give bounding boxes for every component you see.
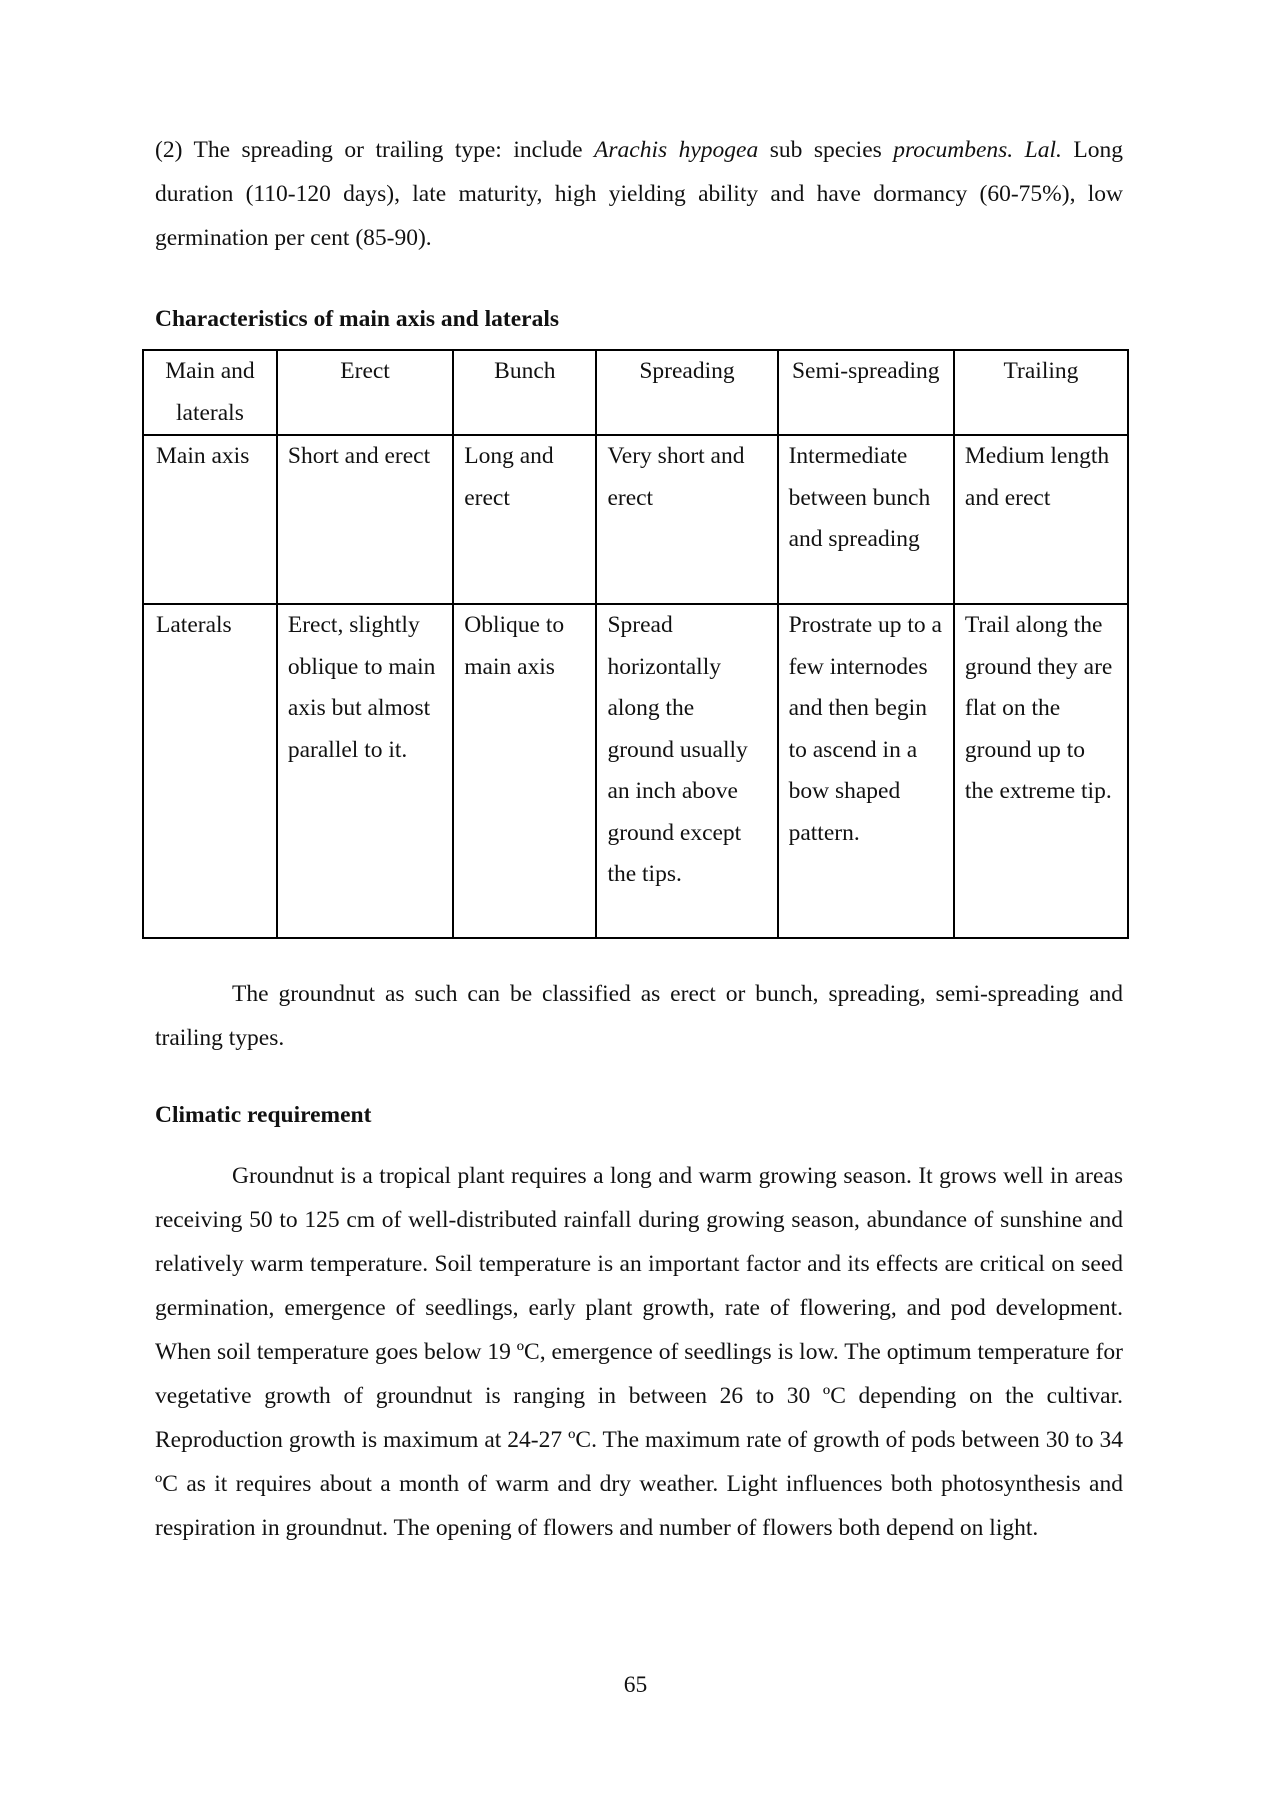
characteristics-table bbox=[142, 349, 1129, 939]
table-cell: Trail along the ground they are flat on the ground up to the extreme tip. bbox=[954, 604, 1128, 938]
table-header-cell: Spreading bbox=[596, 350, 777, 435]
page-number: 65 bbox=[623, 1672, 648, 1698]
table-cell: Spread horizontally along the ground usually an inch above ground except the tips. bbox=[596, 604, 777, 938]
table-cell: Oblique to main axis bbox=[453, 604, 596, 938]
table-cell: Very short and erect bbox=[596, 435, 777, 604]
table-cell: Short and erect bbox=[277, 435, 453, 604]
table-cell: Prostrate up to a few internodes and then begin to ascend in a bow shaped pattern. bbox=[778, 604, 954, 938]
table-header-row bbox=[143, 350, 1128, 435]
table-cell: Medium length and erect bbox=[954, 435, 1128, 604]
table-cell: Intermediate between bunch and spreading bbox=[778, 435, 954, 604]
table-cell: Erect, slightly oblique to main axis but almost parallel to it. bbox=[277, 604, 453, 938]
subspecies-name: procumbens. Lal. bbox=[893, 137, 1062, 163]
table-header-cell: Semi-spreading bbox=[778, 350, 954, 435]
table-row-label: Laterals bbox=[143, 604, 277, 938]
table-header-cell: Main and laterals bbox=[143, 350, 277, 435]
table-header-cell: Trailing bbox=[954, 350, 1128, 435]
table-title: Characteristics of main axis and laterals bbox=[155, 306, 560, 332]
table-cell: Long and erect bbox=[453, 435, 596, 604]
intro-paragraph bbox=[155, 128, 1123, 260]
species-name: Arachis hypogea bbox=[594, 137, 759, 163]
table-row bbox=[143, 604, 1128, 938]
intro-prefix: (2) The spreading or trailing type: include bbox=[155, 137, 595, 163]
climatic-heading: Climatic requirement bbox=[155, 1102, 372, 1128]
table-header-cell: Bunch bbox=[453, 350, 596, 435]
classification-paragraph: The groundnut as such can be classified as erect or bunch, spreading, semi-spreading and trailing types. bbox=[155, 981, 1123, 1051]
climatic-paragraph: Groundnut is a tropical plant requires a long and warm growing season. It grows well in areas receiving 50 to 125 cm of well-distributed rainfall during growing season, abundance of sunshine and relatively warm temperature. Soil temperature is an important factor and its effects are critical on seed germination, emergence of seedlings, early plant growth, rate of flowering, and pod development. When soil temperature goes below 19 ºC, emergence of seedlings is low. The optimum temperature for vegetative growth of groundnut is ranging in between 26 to 30 ºC depending on the cultivar. Reproduction growth is maximum at 24-27 ºC. The maximum rate of growth of pods between 30 to 34 ºC as it requires about a month of warm and dry weather. Light influences both photosynthesis and respiration in groundnut. The opening of flowers and number of flowers both depend on light. bbox=[155, 1163, 1123, 1541]
table-row bbox=[143, 435, 1128, 604]
intro-suffix: Long duration (110-120 days), late maturity, high yielding ability and have dormancy (60-75%), low germination per cent (85-90). bbox=[155, 137, 1124, 251]
table-header-cell: Erect bbox=[277, 350, 453, 435]
intro-middle: sub species bbox=[758, 137, 894, 163]
table-row-label: Main axis bbox=[143, 435, 277, 604]
